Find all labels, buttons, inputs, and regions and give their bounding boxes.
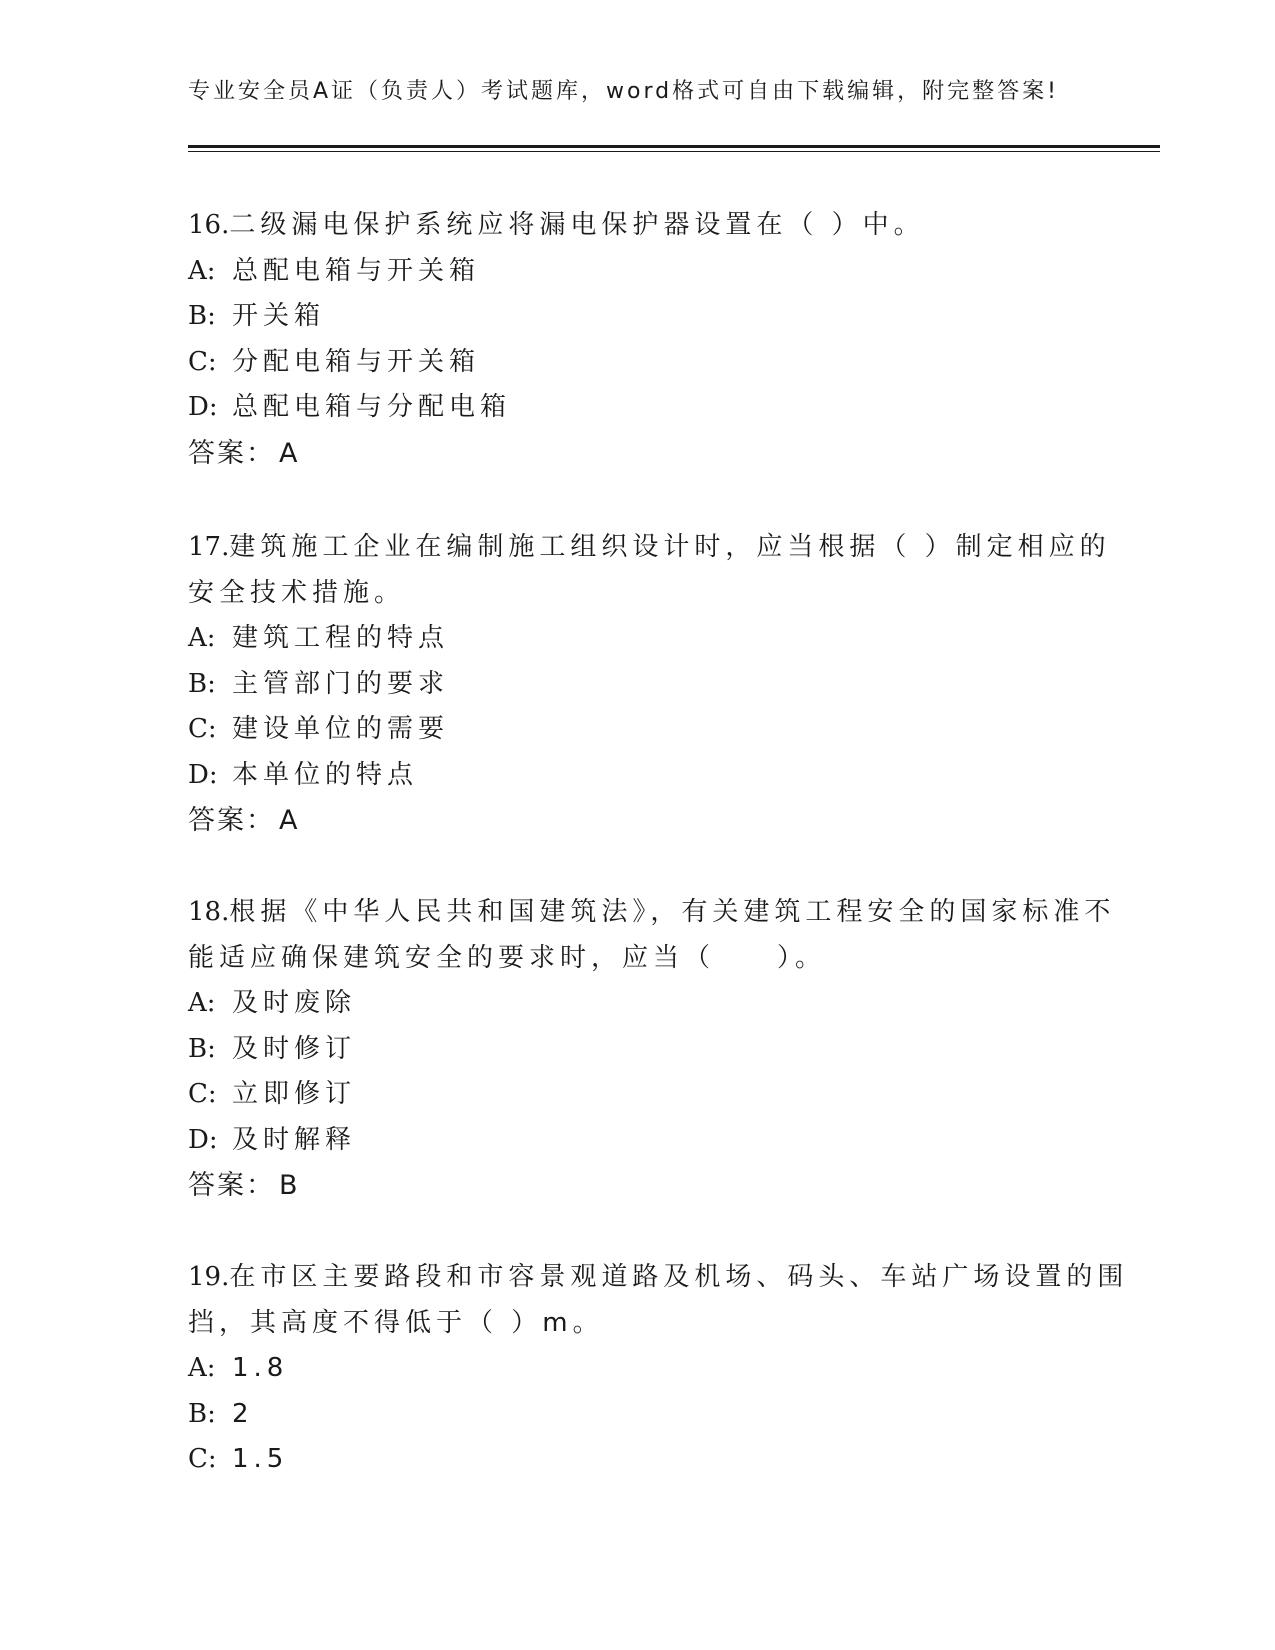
answer-label: 答案：	[188, 437, 275, 469]
option-d	[188, 385, 1108, 431]
option-letter: B:	[188, 1398, 216, 1429]
option-letter: C:	[188, 1079, 217, 1109]
question-text	[188, 203, 1108, 249]
option-d	[188, 753, 1108, 799]
option-c	[188, 340, 1108, 386]
option-a	[188, 249, 1108, 295]
option-text: 及时废除	[232, 988, 357, 1018]
option-c	[188, 1072, 1108, 1118]
option-letter: D:	[188, 392, 218, 422]
option-a	[188, 616, 1108, 662]
question-number: 17.	[188, 532, 230, 562]
option-text: 2	[232, 1398, 254, 1429]
question-stem-line: 挡，其高度不得低于（ ）m。	[188, 1307, 604, 1338]
option-letter: B:	[188, 668, 216, 699]
question-stem-line: 在市区主要路段和市容景观道路及机场、码头、车站广场设置的围	[229, 1262, 1129, 1292]
question-text	[188, 525, 1111, 571]
option-text: 分配电箱与开关箱	[232, 346, 481, 377]
page-header: 专业安全员A证（负责人）考试题库，word格式可自由下载编辑，附完整答案!	[188, 79, 1059, 104]
option-b	[188, 1392, 1108, 1438]
question-text-continued	[188, 1301, 1108, 1347]
option-text: 立即修订	[232, 1079, 357, 1109]
answer-label: 答案：	[188, 1170, 275, 1201]
header-rule-thick	[188, 145, 1160, 148]
option-text: 开关箱	[232, 301, 326, 331]
option-letter: D:	[188, 1124, 218, 1155]
option-text: 建筑工程的特点	[232, 623, 450, 653]
option-b	[188, 1027, 1108, 1073]
option-letter: A:	[188, 623, 216, 653]
question-19	[188, 1255, 1129, 1483]
option-letter: C:	[188, 714, 217, 744]
option-letter: D:	[188, 759, 218, 790]
answer-line	[188, 798, 1108, 844]
option-letter: A:	[188, 255, 216, 286]
question-number: 16.	[188, 210, 230, 240]
question-stem-line: 安全技术措施。	[188, 577, 406, 608]
option-b	[188, 662, 1108, 708]
option-a	[188, 1346, 1108, 1392]
question-number: 19.	[188, 1262, 230, 1292]
answer-value: B	[279, 1170, 300, 1201]
question-stem-line: 根据《中华人民共和国建筑法》，有关建筑工程安全的国家标准不	[229, 897, 1116, 927]
option-text: 总配电箱与分配电箱	[232, 392, 512, 422]
option-letter: C:	[188, 346, 217, 377]
option-text: 主管部门的要求	[232, 668, 450, 699]
option-text: 1.5	[232, 1444, 289, 1474]
question-stem-line: 能适应确保建筑安全的要求时，应当（ ）。	[188, 942, 827, 973]
question-18	[188, 890, 1116, 1209]
question-text-continued	[188, 936, 1108, 982]
option-text: 建设单位的需要	[232, 714, 450, 744]
option-text: 及时修订	[232, 1033, 357, 1064]
option-c	[188, 707, 1108, 753]
option-text: 本单位的特点	[232, 759, 419, 790]
option-letter: B:	[188, 301, 216, 331]
option-text: 1.8	[232, 1353, 289, 1383]
question-text	[188, 1255, 1129, 1301]
question-17	[188, 525, 1111, 844]
answer-value: A	[279, 437, 300, 469]
answer-line	[188, 431, 1108, 477]
option-letter: C:	[188, 1444, 217, 1474]
option-a	[188, 981, 1108, 1027]
question-text	[188, 890, 1116, 936]
question-number: 18.	[188, 897, 230, 927]
question-16	[188, 203, 1108, 476]
option-c	[188, 1437, 1108, 1483]
option-text: 及时解释	[232, 1124, 357, 1155]
answer-line	[188, 1163, 1108, 1209]
answer-label: 答案：	[188, 805, 275, 836]
question-stem-line: 建筑施工企业在编制施工组织设计时，应当根据（ ）制定相应的	[229, 532, 1111, 562]
option-d	[188, 1118, 1108, 1164]
option-letter: A:	[188, 988, 216, 1018]
question-stem-line: 二级漏电保护系统应将漏电保护器设置在（ ）中。	[229, 210, 925, 240]
option-letter: A:	[188, 1353, 216, 1383]
option-text: 总配电箱与开关箱	[232, 255, 481, 286]
option-b	[188, 294, 1108, 340]
question-text-continued	[188, 571, 1108, 617]
option-letter: B:	[188, 1033, 216, 1064]
answer-value: A	[279, 805, 300, 836]
header-rule-thin	[188, 151, 1160, 152]
